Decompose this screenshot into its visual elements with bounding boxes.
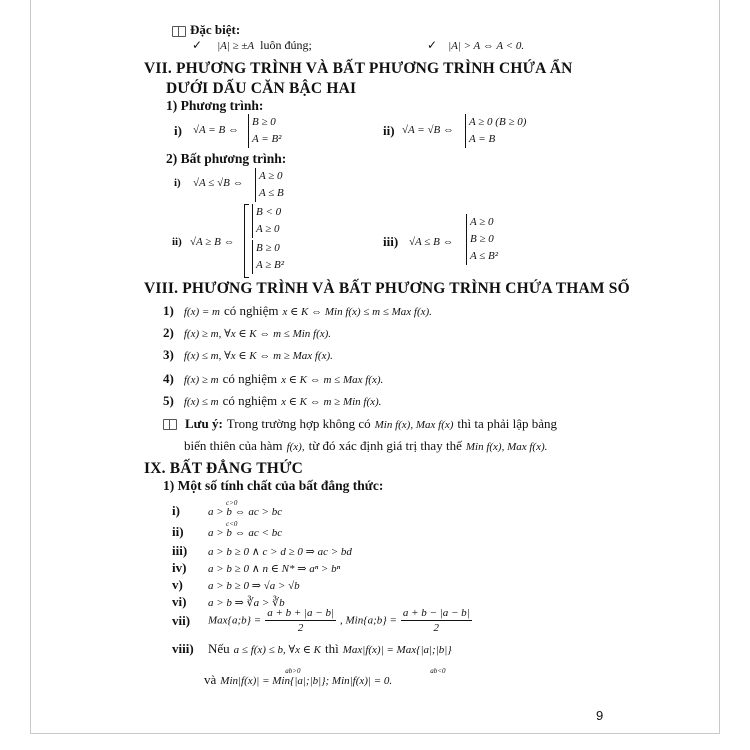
param-item-1: 1) f(x) = m có nghiệm x ∈ K ⇔ Min f(x) ≤ m ≤ Max f(x). [163,303,432,318]
section-8-title: VIII. PHƯƠNG TRÌNH VÀ BẤT PHƯƠNG TRÌNH CHỨA THAM SỐ [144,280,630,297]
ineq-ii-system-1: B < 0 A ≥ 0 [252,204,281,238]
eq-i-label: i) [174,123,182,138]
eq-ii-label: ii) [383,123,395,138]
special-line [192,38,312,53]
param-item-2: 2) f(x) ≥ m, ∀x ∈ K ⇔ m ≤ Min f(x). [163,325,332,340]
prop-viii: viii) Nếu a ≤ f(x) ≤ b, ∀x ∈ K thì Max|f(x)| = Max{|a|;|b|} [172,641,452,656]
note-line-2: biến thiên của hàm f(x), từ đó xác định giá trị thay thế Min f(x), Max f(x). [184,438,548,453]
ineq-ii-lhs: √A ≥ B ⇔ [190,236,235,248]
eq-ii-system: A ≥ 0 (B ≥ 0) A = B [465,114,526,148]
book-icon [172,26,186,37]
ineq-ii-bracket [244,204,249,278]
check-icon: ✓ [427,38,438,52]
prop-vii: vii) Max{a;b} = $\frac{a + b + |a - b|}{2}$ , Min{a;b} = $\frac{a + b - |a - b|}{2}$ [172,607,470,634]
param-item-4: 4) f(x) ≥ m có nghiệm x ∈ K ⇔ m ≤ Max f(x). [163,371,384,386]
section-7-title-2: DƯỚI DẤU CĂN BẬC HAI [166,80,357,97]
book-icon [163,419,177,430]
equation-heading: 1) Phương trình: [166,98,264,113]
prop-vi: vi) a > b ⇒ ∛a > ∛b [172,594,285,609]
param-item-3: 3) f(x) ≤ m, ∀x ∈ K ⇔ m ≥ Max f(x). [163,347,333,362]
eq-i-system: B ≥ 0 A = B² [248,114,281,148]
special-heading: Đặc biệt: [172,22,240,38]
ineq-iii-system: A ≥ 0 B ≥ 0 A ≤ B² [466,214,498,265]
prop-viii-cont: và ab>0 ab<0 Min|f(x)| = Min{|a|;|b|}; Min|f(x)| = 0. [204,667,446,687]
ineq-iii-label: iii) [383,234,399,249]
ineq-ii-label: ii) [172,236,182,248]
ineq-i-lhs: √A ≤ √B ⇔ [193,177,244,189]
prop-iv: iv) a > b ≥ 0 ∧ n ∈ N* ⇒ aⁿ > bⁿ [172,560,341,575]
inequality-heading: 1) Một số tính chất của bất đẳng thức: [163,478,384,493]
note-line-1: Lưu ý: Trong trường hợp không có Min f(x), Max f(x) thì ta phải lập bảng [163,415,557,433]
section-9-title: IX. BẤT ĐẲNG THỨC [144,460,303,477]
section-7-title-1: VII. PHƯƠNG TRÌNH VÀ BẤT PHƯƠNG TRÌNH CHỨA ẨN [144,60,573,77]
eq-i-lhs: √A = B ⇔ [193,124,239,136]
eq-ii-lhs: √A = √B ⇔ [402,124,454,136]
check-icon: ✓ [192,38,203,52]
prop-iii: iii) a > b ≥ 0 ∧ c > d ≥ 0 ⇒ ac > bd [172,543,352,558]
page-number: 9 [596,708,604,723]
special-formula-2: |A| > A ⇔ A < 0. [448,40,525,52]
param-item-5: 5) f(x) ≤ m có nghiệm x ∈ K ⇔ m ≥ Min f(x). [163,393,382,408]
ineq-i-label: i) [174,177,181,189]
special-line-2 [427,38,524,53]
prop-v: v) a > b ≥ 0 ⇒ √a > √b [172,577,300,592]
ineq-iii-lhs: √A ≤ B ⇔ [409,236,454,248]
special-formula-1: |A| ≥ ±A [217,40,255,52]
prop-ii: ii) c<0 a > b ⇔ ac < bc [172,520,283,539]
prop-i: i) c>0 a > b ⇔ ac > bc [172,499,283,518]
ineq-i-system: A ≥ 0 A ≤ B [255,168,284,202]
special-text-1: luôn đúng; [260,38,312,52]
ineq-ii-system-2: B ≥ 0 A ≥ B² [252,240,284,274]
inequation-heading: 2) Bất phương trình: [166,151,287,166]
